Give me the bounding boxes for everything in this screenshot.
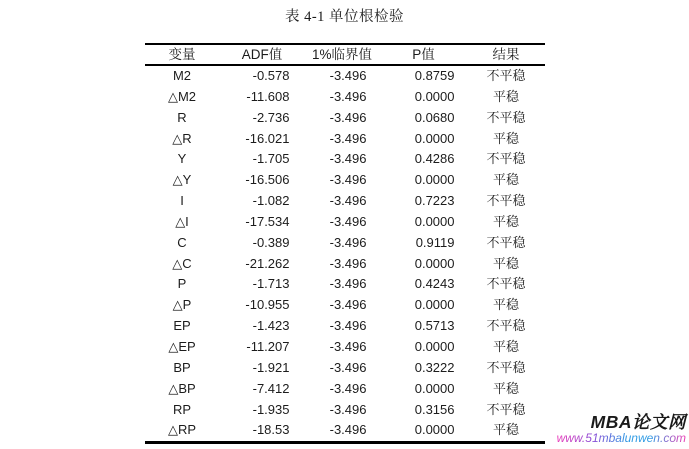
critical-value-cell: -3.496: [329, 380, 367, 396]
p-value-cell: 0.8759: [414, 68, 455, 83]
table-row: [145, 108, 545, 129]
variable-cell: BP: [173, 359, 191, 375]
result-cell: 不平稳: [486, 109, 526, 125]
variable-cell: △P: [172, 297, 192, 313]
critical-value-cell: -3.496: [329, 255, 367, 271]
adf-value-cell: -11.608: [246, 88, 290, 104]
p-value-cell: 0.0000: [414, 338, 455, 354]
adf-value-cell: -21.262: [245, 255, 290, 271]
critical-value-cell: -3.496: [329, 88, 367, 104]
p-value-cell: 0.0000: [414, 297, 455, 313]
variable-cell: M2: [172, 68, 192, 83]
critical-value-cell: -3.496: [329, 422, 367, 438]
result-cell: 不平稳: [486, 401, 526, 417]
critical-value-cell: -3.496: [329, 193, 367, 209]
p-value-cell: 0.0680: [414, 109, 455, 125]
header-critical-value: 1%临界值: [311, 47, 372, 62]
header-result: 结果: [492, 47, 520, 62]
result-cell: 平稳: [492, 213, 519, 229]
adf-value-cell: -17.534: [245, 213, 290, 229]
result-cell: 不平稳: [486, 276, 526, 292]
critical-value-cell: -3.496: [329, 109, 367, 125]
variable-cell: RP: [172, 401, 192, 417]
p-value-cell: 0.5713: [414, 318, 455, 334]
table-row: [145, 420, 545, 442]
adf-value-cell: -10.955: [245, 297, 290, 313]
table-row: [145, 149, 545, 170]
result-cell: 不平稳: [486, 151, 526, 167]
table-row: [145, 358, 545, 379]
result-cell: 平稳: [492, 422, 519, 438]
p-value-cell: 0.0000: [414, 172, 455, 188]
p-value-cell: 0.9119: [415, 234, 455, 250]
p-value-cell: 0.0000: [414, 255, 455, 271]
critical-value-cell: -3.496: [329, 172, 367, 188]
p-value-cell: 0.3156: [414, 401, 455, 417]
critical-value-cell: -3.496: [329, 213, 367, 229]
header-variable: 变量: [168, 47, 196, 62]
adf-value-cell: -1.082: [252, 193, 290, 209]
adf-value-cell: -1.423: [252, 318, 290, 334]
variable-cell: R: [177, 109, 187, 125]
table-header-row: [145, 44, 545, 65]
table-row: [145, 254, 545, 275]
table-row: [145, 295, 545, 316]
result-cell: 平稳: [492, 255, 519, 271]
table-row: [145, 212, 545, 233]
result-cell: 平稳: [492, 297, 519, 313]
variable-cell: △EP: [168, 338, 196, 354]
table-row: [145, 129, 545, 150]
p-value-cell: 0.0000: [414, 380, 455, 396]
critical-value-cell: -3.496: [329, 68, 367, 83]
table-row: [145, 191, 545, 212]
header-adf-value: ADF值: [241, 47, 283, 62]
table-caption: 表 4-1 单位根检验: [284, 9, 405, 25]
table-row: [145, 379, 545, 400]
header-p-value: P值: [412, 47, 435, 62]
variable-cell: △M2: [167, 88, 197, 104]
result-cell: 平稳: [492, 130, 519, 146]
result-cell: 平稳: [492, 172, 519, 188]
variable-cell: I: [180, 193, 184, 209]
p-value-cell: 0.7223: [414, 193, 455, 209]
p-value-cell: 0.4286: [414, 151, 455, 167]
variable-cell: △BP: [168, 380, 196, 396]
table-row: [145, 337, 545, 358]
result-cell: 不平稳: [486, 234, 526, 250]
adf-value-cell: -1.705: [252, 151, 290, 167]
table-row: [145, 400, 545, 421]
result-cell: 不平稳: [486, 193, 526, 209]
unit-root-test-table: [145, 43, 545, 444]
adf-value-cell: -1.921: [252, 359, 290, 375]
variable-cell: △I: [175, 213, 189, 229]
adf-value-cell: -16.021: [245, 130, 290, 146]
p-value-cell: 0.0000: [414, 422, 455, 438]
p-value-cell: 0.0000: [414, 130, 455, 146]
p-value-cell: 0.0000: [414, 88, 455, 104]
result-cell: 平稳: [492, 338, 519, 354]
result-cell: 不平稳: [486, 68, 526, 83]
adf-value-cell: -0.389: [252, 234, 290, 250]
p-value-cell: 0.4243: [414, 276, 455, 292]
adf-value-cell: -16.506: [245, 172, 290, 188]
critical-value-cell: -3.496: [329, 338, 367, 354]
adf-value-cell: -0.578: [252, 68, 290, 83]
critical-value-cell: -3.496: [329, 276, 367, 292]
adf-value-cell: -1.713: [252, 276, 290, 292]
result-cell: 平稳: [492, 88, 519, 104]
watermark-url: www.51mbalunwen.com: [556, 431, 686, 446]
variable-cell: EP: [173, 318, 191, 334]
critical-value-cell: -3.496: [329, 151, 367, 167]
result-cell: 不平稳: [486, 359, 526, 375]
p-value-cell: 0.0000: [414, 213, 455, 229]
critical-value-cell: -3.496: [329, 359, 367, 375]
table-header: [145, 44, 545, 65]
adf-value-cell: -2.736: [252, 109, 290, 125]
critical-value-cell: -3.496: [329, 401, 367, 417]
result-cell: 不平稳: [486, 318, 526, 334]
critical-value-cell: -3.496: [329, 297, 367, 313]
variable-cell: Y: [177, 151, 187, 167]
variable-cell: △R: [172, 130, 192, 146]
variable-cell: △RP: [167, 422, 197, 438]
table-row: [145, 65, 545, 87]
table-row: [145, 316, 545, 337]
p-value-cell: 0.3222: [414, 359, 455, 375]
critical-value-cell: -3.496: [329, 130, 367, 146]
watermark-site-name: MBA论文网: [590, 412, 686, 433]
adf-value-cell: -7.412: [252, 380, 290, 396]
critical-value-cell: -3.496: [329, 234, 367, 250]
critical-value-cell: -3.496: [329, 318, 367, 334]
variable-cell: C: [177, 234, 187, 250]
result-cell: 平稳: [492, 380, 519, 396]
adf-value-cell: -11.207: [246, 338, 290, 354]
table-row: [145, 170, 545, 191]
table-row: [145, 233, 545, 254]
table-body: [145, 65, 545, 443]
variable-cell: P: [177, 276, 187, 292]
table-row: [145, 274, 545, 295]
adf-value-cell: -1.935: [252, 401, 290, 417]
variable-cell: △C: [172, 255, 192, 271]
variable-cell: △Y: [172, 172, 192, 188]
watermark: [557, 413, 686, 445]
table-row: [145, 87, 545, 108]
adf-value-cell: -18.53: [252, 422, 290, 438]
